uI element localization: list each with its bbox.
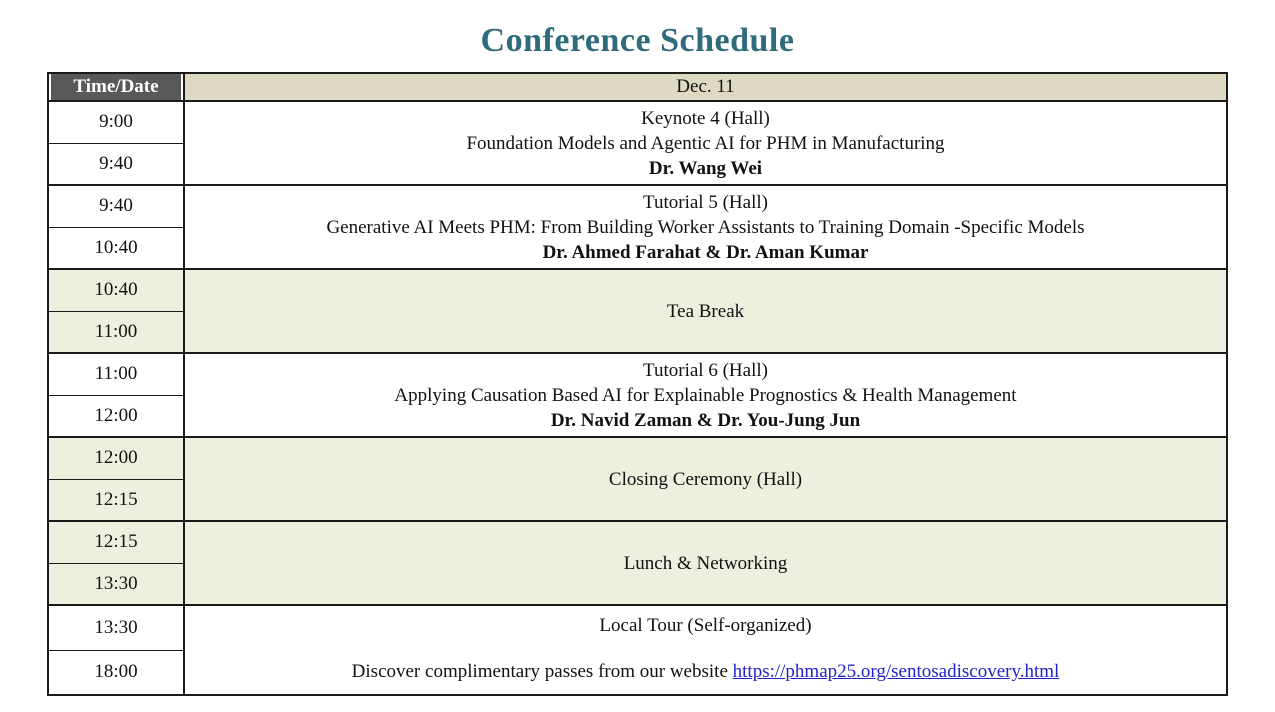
event-title: Tea Break (666, 300, 745, 322)
table-row (48, 101, 1227, 143)
time-cell-start: 10:40 (48, 269, 184, 311)
event-subtitle: Foundation Models and Agentic AI for PHM in Manufacturing (466, 132, 945, 154)
table-row (48, 437, 1227, 479)
event-speakers: Dr. Ahmed Farahat & Dr. Aman Kumar (542, 241, 869, 263)
schedule-table (47, 72, 1228, 696)
event-subtitle: Applying Causation Based AI for Explainable Prognostics & Health Management (394, 384, 1017, 406)
time-cell-end: 10:40 (48, 227, 184, 269)
time-cell-start: 12:15 (48, 521, 184, 563)
table-row (48, 353, 1227, 395)
discovery-link[interactable]: https://phmap25.org/sentosadiscovery.html (732, 661, 1060, 682)
event-cell-tutorial6 (184, 353, 1227, 437)
time-cell-end: 12:00 (48, 395, 184, 437)
note-text: Discover complimentary passes from our website (351, 661, 728, 682)
time-cell-end: 11:00 (48, 311, 184, 353)
table-row (48, 605, 1227, 650)
table-header-row (48, 73, 1227, 101)
event-speakers: Dr. Navid Zaman & Dr. You-Jung Jun (550, 409, 861, 431)
event-note (185, 659, 1226, 684)
event-cell-tutorial5 (184, 185, 1227, 269)
event-subtitle: Generative AI Meets PHM: From Building Worker Assistants to Training Domain -Specific Models (326, 216, 1085, 238)
table-row (48, 521, 1227, 563)
event-speakers: Dr. Wang Wei (648, 157, 763, 179)
event-cell-closing-ceremony (184, 437, 1227, 521)
time-cell-start: 9:00 (48, 101, 184, 143)
time-cell-start: 13:30 (48, 605, 184, 650)
event-cell-lunch (184, 521, 1227, 605)
date-header: Dec. 11 (184, 73, 1227, 101)
time-date-header: Time/Date (48, 73, 184, 101)
event-title: Lunch & Networking (623, 552, 788, 574)
event-cell-keynote4 (184, 101, 1227, 185)
time-cell-end: 13:30 (48, 563, 184, 605)
event-title: Closing Ceremony (Hall) (608, 468, 803, 490)
event-title: Keynote 4 (Hall) (641, 107, 770, 129)
time-cell-end: 12:15 (48, 479, 184, 521)
event-cell-tea-break (184, 269, 1227, 353)
event-title: Tutorial 6 (Hall) (643, 359, 768, 381)
table-row (48, 185, 1227, 227)
time-cell-end: 9:40 (48, 143, 184, 185)
time-cell-start: 12:00 (48, 437, 184, 479)
event-cell-local-tour (184, 605, 1227, 695)
time-cell-start: 11:00 (48, 353, 184, 395)
table-row (48, 269, 1227, 311)
event-title: Tutorial 5 (Hall) (643, 191, 768, 213)
event-title: Local Tour (Self-organized) (599, 615, 812, 636)
time-cell-end: 18:00 (48, 650, 184, 695)
page-title: Conference Schedule (480, 22, 795, 59)
time-cell-start: 9:40 (48, 185, 184, 227)
